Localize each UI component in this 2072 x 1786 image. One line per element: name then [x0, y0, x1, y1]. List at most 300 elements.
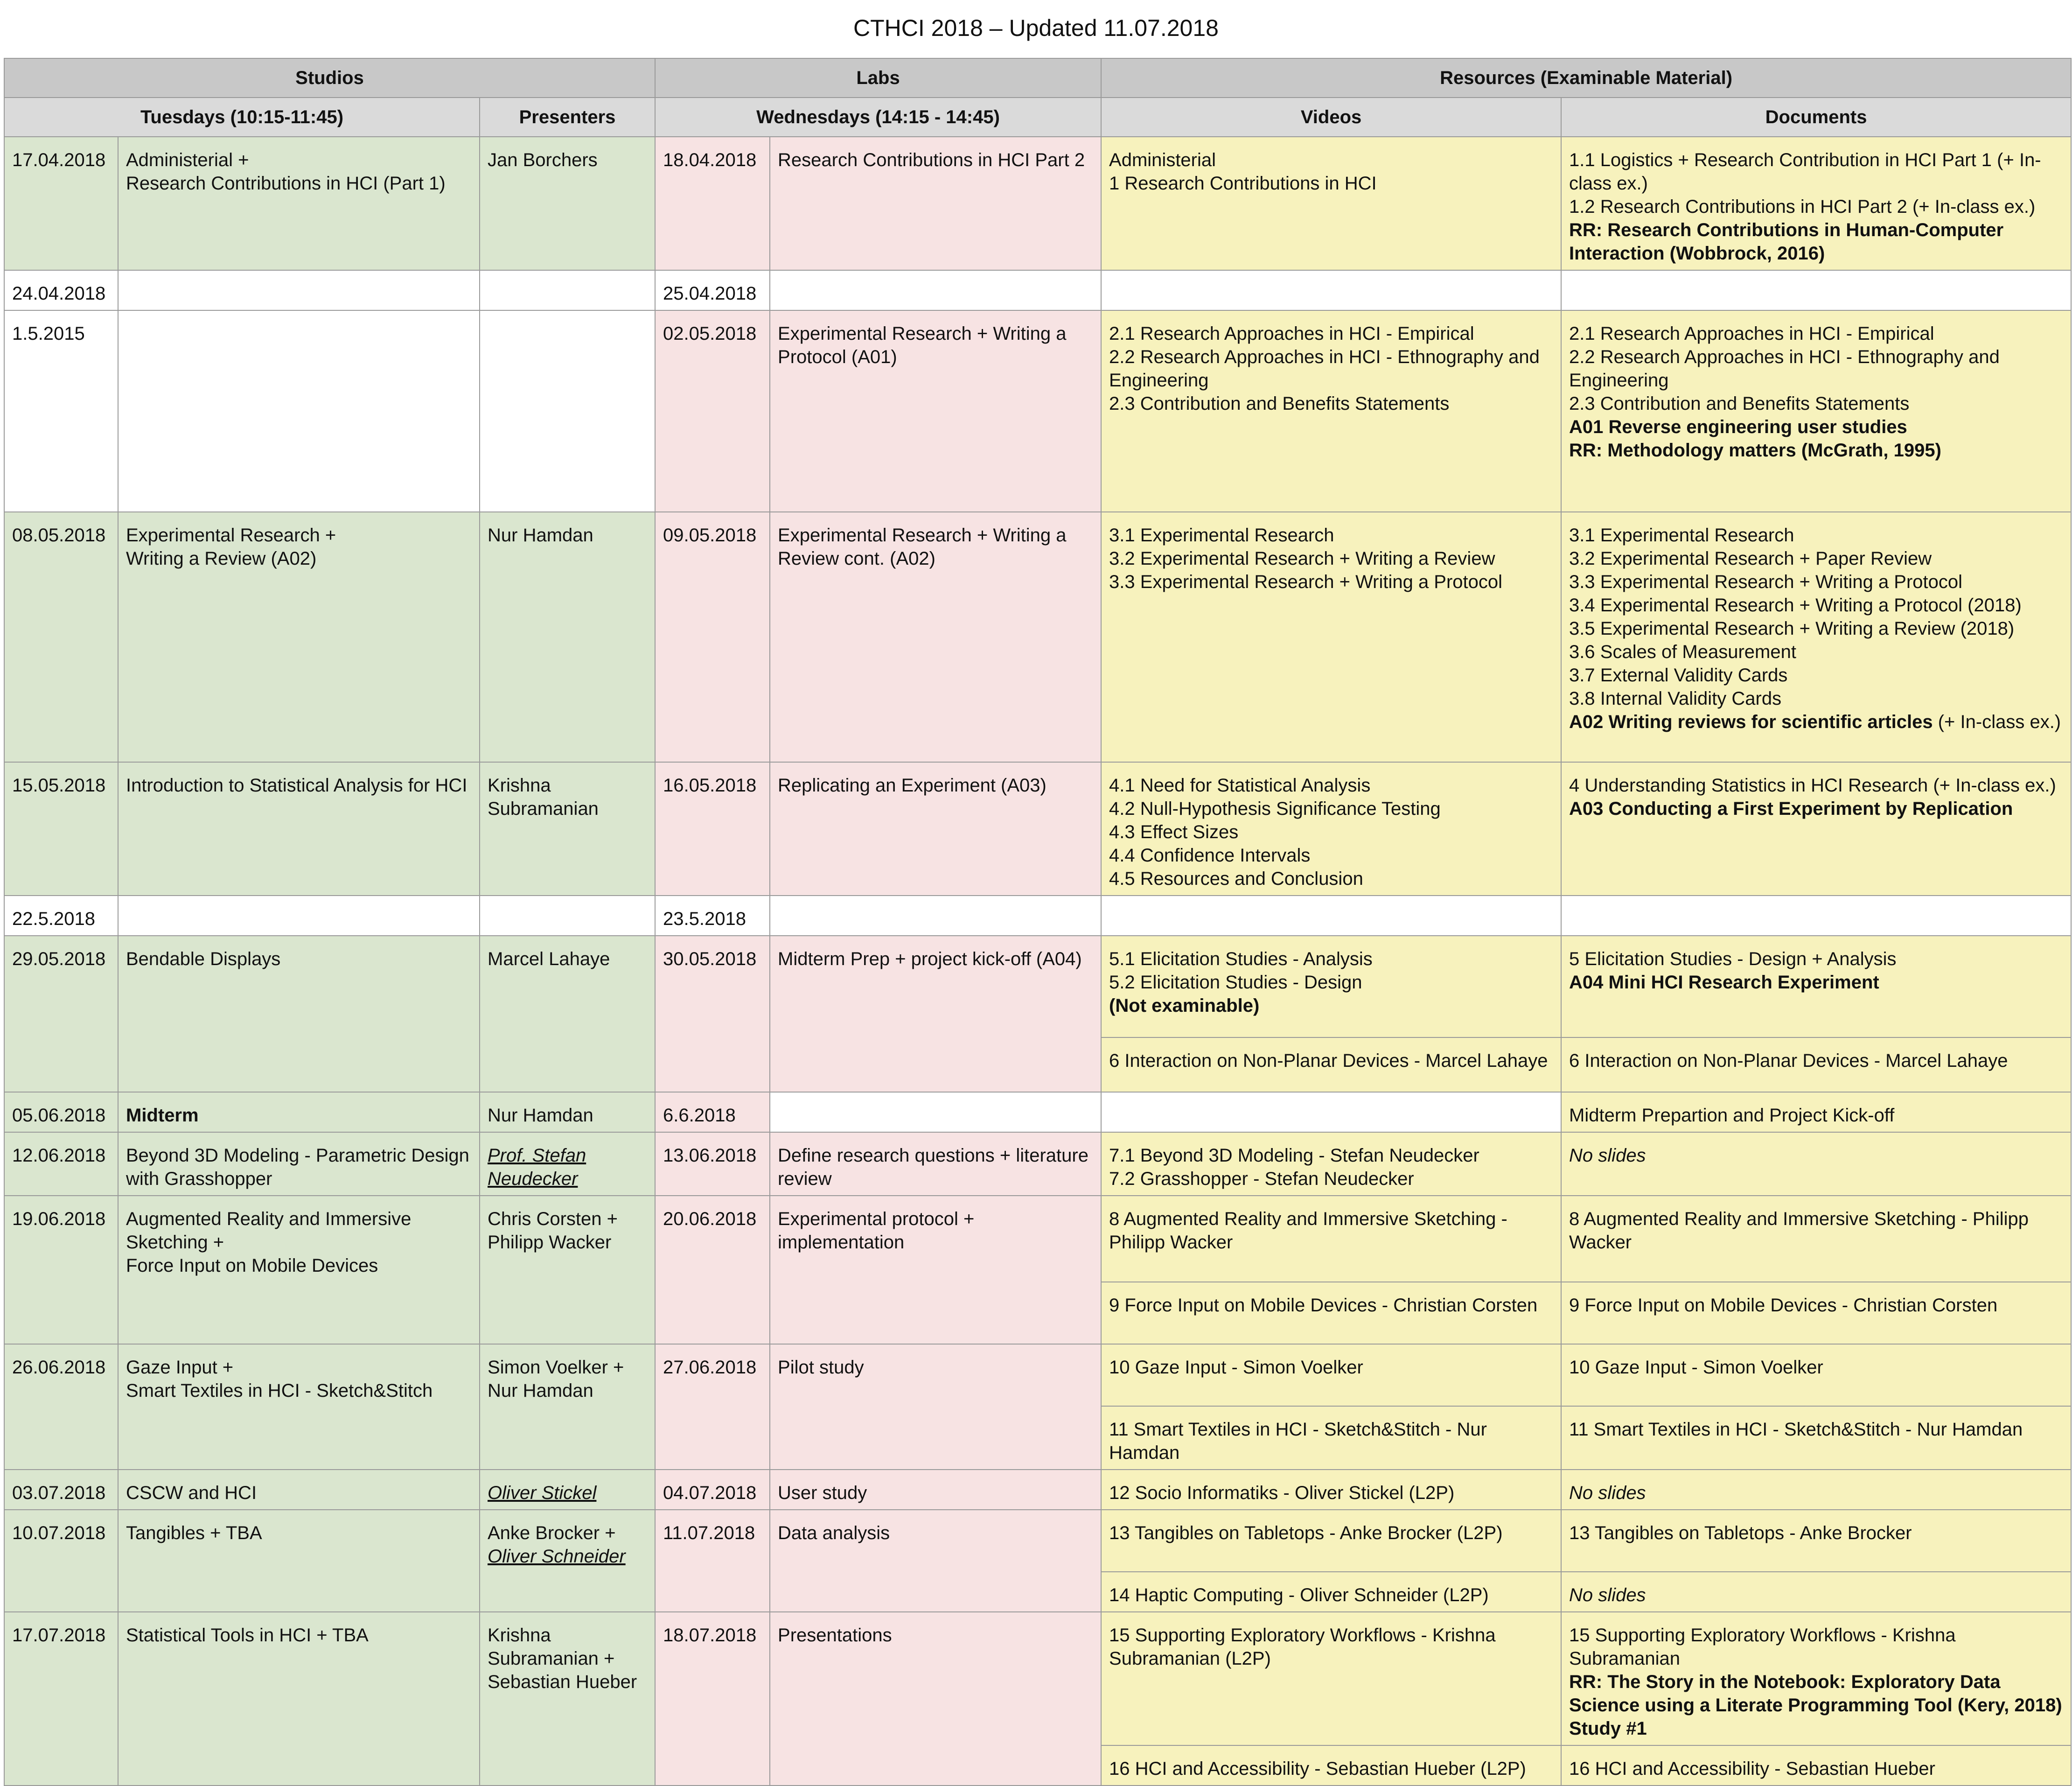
studio-topic-text: Writing a Review (A02) — [126, 548, 317, 569]
video-item-text: 15 Supporting Exploratory Workflows - Krishna Subramanian (L2P) — [1109, 1625, 1496, 1669]
studio-topic-text: Introduction to Statistical Analysis for HCI — [126, 775, 467, 796]
document-item-line — [1569, 1757, 2063, 1780]
video-item-text: 13 Tangibles on Tabletops - Anke Brocker (L2P) — [1109, 1523, 1503, 1543]
studio-topic — [118, 1092, 480, 1132]
lab-topic-line — [778, 1481, 1093, 1505]
table-row — [4, 310, 2071, 512]
table-row — [4, 1196, 2071, 1282]
table-row — [4, 137, 2071, 270]
document-item-text: 10 Gaze Input - Simon Voelker — [1569, 1357, 1823, 1378]
studio-topic-line — [126, 1521, 472, 1545]
tuesday-date: 17.04.2018 — [4, 137, 118, 270]
tuesday-date: 05.06.2018 — [4, 1092, 118, 1132]
video-item-line — [1109, 1207, 1553, 1254]
wednesday-date: 20.06.2018 — [655, 1196, 770, 1344]
lab-topic-line — [778, 1356, 1093, 1379]
table-row — [4, 762, 2071, 896]
studio-topic — [118, 270, 480, 310]
video-item-text: 4.2 Null-Hypothesis Significance Testing — [1109, 798, 1441, 819]
studio-topic-text: Gaze Input + — [126, 1357, 234, 1378]
document-item-line — [1569, 1583, 2063, 1607]
documents-cell — [1561, 270, 2071, 310]
video-item-line — [1109, 345, 1553, 392]
video-item-text: 14 Haptic Computing - Oliver Schneider (L2P) — [1109, 1585, 1489, 1605]
tuesday-date: 22.5.2018 — [4, 896, 118, 936]
video-item-line — [1109, 994, 1553, 1017]
videos-cell — [1101, 512, 1561, 762]
document-item-line — [1569, 415, 2063, 439]
videos-cell — [1101, 1282, 1561, 1344]
lab-topic-line — [778, 1521, 1093, 1545]
document-item-text: RR: The Story in the Notebook: Exploratory Data Science using a Literate Programming Tool (Kery, 2018) Study #1 — [1569, 1672, 2062, 1739]
lab-topic — [770, 1092, 1101, 1132]
presenter — [480, 137, 655, 270]
studio-topic — [118, 1196, 480, 1344]
document-item-text: 3.2 Experimental Research + Paper Review — [1569, 548, 1932, 569]
documents-cell — [1561, 1196, 2071, 1282]
presenter-line — [488, 1545, 647, 1568]
presenter-line — [488, 1624, 647, 1694]
tuesday-date: 26.06.2018 — [4, 1344, 118, 1470]
videos-cell — [1101, 1344, 1561, 1406]
studio-topic-line — [126, 1481, 472, 1505]
wednesday-date: 30.05.2018 — [655, 936, 770, 1092]
video-item-text: 4.5 Resources and Conclusion — [1109, 868, 1363, 889]
presenter-text: Oliver Stickel — [488, 1483, 597, 1503]
video-item-text: 2.2 Research Approaches in HCI - Ethnography and Engineering — [1109, 347, 1540, 391]
table-body — [4, 137, 2071, 1786]
document-item-text: 2.2 Research Approaches in HCI - Ethnography and Engineering — [1569, 347, 2000, 391]
video-item-line — [1109, 322, 1553, 345]
video-item-text: 4.4 Confidence Intervals — [1109, 845, 1311, 866]
presenter — [480, 1092, 655, 1132]
studio-topic-text: Research Contributions in HCI (Part 1) — [126, 173, 446, 194]
document-item-line — [1569, 1670, 2063, 1740]
studio-topic — [118, 512, 480, 762]
video-item-line — [1109, 570, 1553, 594]
document-item-text: 3.1 Experimental Research — [1569, 525, 1794, 546]
schedule-table — [4, 58, 2072, 1786]
presenter-line — [488, 947, 647, 971]
presenter-text: Nur Hamdan — [488, 1105, 593, 1126]
studio-topic-line — [126, 1254, 472, 1277]
presenter — [480, 762, 655, 896]
video-item-line — [1109, 547, 1553, 570]
document-item-line — [1569, 148, 2063, 195]
document-item-line — [1569, 570, 2063, 594]
document-item-text: 1.1 Logistics + Research Contribution in HCI Part 1 (+ In-class ex.) — [1569, 150, 2041, 194]
video-item-line — [1109, 1418, 1553, 1464]
presenter-line — [488, 1356, 647, 1402]
studio-topic-text: Beyond 3D Modeling - Parametric Design with Grasshopper — [126, 1145, 469, 1189]
video-item-line — [1109, 1167, 1553, 1191]
studio-topic — [118, 762, 480, 896]
lab-topic-text: Midterm Prep + project kick-off (A04) — [778, 949, 1082, 969]
studio-topic-text: CSCW and HCI — [126, 1483, 257, 1503]
video-item-line — [1109, 1294, 1553, 1317]
presenter-line — [488, 1521, 647, 1545]
document-item-line — [1569, 439, 2063, 462]
presenter-text: Krishna Subramanian + Sebastian Hueber — [488, 1625, 637, 1692]
studio-topic-line — [126, 1144, 472, 1191]
table-row — [4, 1344, 2071, 1406]
document-item-line — [1569, 345, 2063, 392]
document-item-line — [1569, 1624, 2063, 1670]
document-item-text: A02 Writing reviews for scientific articles — [1569, 712, 1933, 732]
video-item-line — [1109, 1624, 1553, 1670]
video-item-line — [1109, 148, 1553, 172]
document-item-text: RR: Research Contributions in Human-Computer Interaction (Wobbrock, 2016) — [1569, 220, 2004, 264]
table-row — [4, 936, 2071, 1037]
videos-cell — [1101, 936, 1561, 1037]
presenter-text: Anke Brocker + — [488, 1523, 616, 1543]
videos-cell — [1101, 270, 1561, 310]
document-item-line — [1569, 1207, 2063, 1254]
presenter-text: Marcel Lahaye — [488, 949, 610, 969]
tuesday-date: 17.07.2018 — [4, 1612, 118, 1786]
document-item-text: 3.4 Experimental Research + Writing a Protocol (2018) — [1569, 595, 2022, 616]
studio-topic — [118, 137, 480, 270]
header-documents: Documents — [1561, 98, 2071, 137]
video-item-line — [1109, 971, 1553, 994]
videos-cell — [1101, 1037, 1561, 1092]
document-item-text: 13 Tangibles on Tabletops - Anke Brocker — [1569, 1523, 1912, 1543]
presenter-text: Simon Voelker + Nur Hamdan — [488, 1357, 624, 1401]
studio-topic-text: Experimental Research + — [126, 525, 336, 546]
header-videos: Videos — [1101, 98, 1561, 137]
studio-topic-text: Midterm — [126, 1105, 199, 1126]
presenter — [480, 270, 655, 310]
lab-topic-line — [778, 524, 1093, 570]
table-header — [4, 58, 2071, 137]
document-item-line — [1569, 947, 2063, 971]
presenter-line — [488, 1207, 647, 1254]
presenter-text: Oliver Schneider — [488, 1546, 626, 1567]
header-wednesdays: Wednesdays (14:15 - 14:45) — [655, 98, 1101, 137]
videos-cell — [1101, 1510, 1561, 1572]
videos-cell — [1101, 137, 1561, 270]
document-item-text: No slides — [1569, 1585, 1646, 1605]
videos-cell — [1101, 1745, 1561, 1786]
presenter — [480, 512, 655, 762]
video-item-text: 8 Augmented Reality and Immersive Sketching - Philipp Wacker — [1109, 1209, 1507, 1253]
wednesday-date: 04.07.2018 — [655, 1470, 770, 1510]
studio-topic-line — [126, 1379, 472, 1402]
video-item-line — [1109, 172, 1553, 195]
tuesday-date: 19.06.2018 — [4, 1196, 118, 1344]
video-item-text: 9 Force Input on Mobile Devices - Christian Corsten — [1109, 1295, 1538, 1316]
studio-topic-line — [126, 148, 472, 172]
presenter-line — [488, 1481, 647, 1505]
documents-cell — [1561, 1092, 2071, 1132]
lab-topic-text: Experimental Research + Writing a Review cont. (A02) — [778, 525, 1067, 569]
tuesday-date: 08.05.2018 — [4, 512, 118, 762]
document-item-line — [1569, 1294, 2063, 1317]
studio-topic-line — [126, 172, 472, 195]
lab-topic — [770, 512, 1101, 762]
documents-cell — [1561, 936, 2071, 1037]
wednesday-date: 13.06.2018 — [655, 1132, 770, 1196]
document-item-text: 8 Augmented Reality and Immersive Sketching - Philipp Wacker — [1569, 1209, 2029, 1253]
lab-topic — [770, 762, 1101, 896]
video-item-text: 3.1 Experimental Research — [1109, 525, 1334, 546]
studio-topic — [118, 1470, 480, 1510]
lab-topic — [770, 137, 1101, 270]
video-item-line — [1109, 1049, 1553, 1072]
tuesday-date: 1.5.2015 — [4, 310, 118, 512]
presenter-text: Chris Corsten + Philipp Wacker — [488, 1209, 618, 1253]
table-row — [4, 270, 2071, 310]
lab-topic-text: Data analysis — [778, 1523, 890, 1543]
wednesday-date: 11.07.2018 — [655, 1510, 770, 1612]
studio-topic — [118, 1132, 480, 1196]
document-item-line — [1569, 640, 2063, 664]
studio-topic-text: Smart Textiles in HCI - Sketch&Stitch — [126, 1380, 433, 1401]
document-item-text: 16 HCI and Accessibility - Sebastian Hueber — [1569, 1758, 1935, 1779]
studio-topic — [118, 1612, 480, 1786]
document-item-line — [1569, 1481, 2063, 1505]
documents-cell — [1561, 1572, 2071, 1612]
video-item-line — [1109, 1583, 1553, 1607]
lab-topic — [770, 896, 1101, 936]
wednesday-date: 23.5.2018 — [655, 896, 770, 936]
document-item-line — [1569, 1144, 2063, 1167]
documents-cell — [1561, 762, 2071, 896]
table-row — [4, 1470, 2071, 1510]
document-item-text: Midterm Prepartion and Project Kick-off — [1569, 1105, 1895, 1126]
studio-topic-line — [126, 524, 472, 547]
document-item-line — [1569, 797, 2063, 820]
table-row — [4, 896, 2071, 936]
header-presenters: Presenters — [480, 98, 655, 137]
lab-topic — [770, 1612, 1101, 1786]
studio-topic-text: Force Input on Mobile Devices — [126, 1255, 378, 1276]
video-item-text: 5.2 Elicitation Studies - Design — [1109, 972, 1362, 993]
document-item-text: No slides — [1569, 1483, 1646, 1503]
wednesday-date: 18.04.2018 — [655, 137, 770, 270]
video-item-text: 10 Gaze Input - Simon Voelker — [1109, 1357, 1363, 1378]
document-item-line — [1569, 392, 2063, 415]
video-item-text: 7.1 Beyond 3D Modeling - Stefan Neudecker — [1109, 1145, 1479, 1166]
presenter-line — [488, 1144, 647, 1191]
document-item-line — [1569, 617, 2063, 640]
header-studios: Studios — [4, 58, 655, 98]
lab-topic-line — [778, 148, 1093, 172]
studio-topic — [118, 310, 480, 512]
video-item-text: 2.3 Contribution and Benefits Statements — [1109, 393, 1450, 414]
lab-topic-line — [778, 1207, 1093, 1254]
video-item-line — [1109, 867, 1553, 890]
wednesday-date: 27.06.2018 — [655, 1344, 770, 1470]
video-item-text: 12 Socio Informatiks - Oliver Stickel (L2P) — [1109, 1483, 1455, 1503]
lab-topic — [770, 270, 1101, 310]
documents-cell — [1561, 310, 2071, 512]
header-resources: Resources (Examinable Material) — [1101, 58, 2071, 98]
video-item-line — [1109, 392, 1553, 415]
video-item-line — [1109, 820, 1553, 844]
documents-cell — [1561, 1470, 2071, 1510]
lab-topic — [770, 1344, 1101, 1470]
presenter — [480, 1612, 655, 1786]
videos-cell — [1101, 1572, 1561, 1612]
lab-topic — [770, 1510, 1101, 1612]
header-tuesdays: Tuesdays (10:15-11:45) — [4, 98, 480, 137]
wednesday-date: 02.05.2018 — [655, 310, 770, 512]
videos-cell — [1101, 896, 1561, 936]
tuesday-date: 15.05.2018 — [4, 762, 118, 896]
video-item-text: 16 HCI and Accessibility - Sebastian Hueber (L2P) — [1109, 1758, 1526, 1779]
wednesday-date: 18.07.2018 — [655, 1612, 770, 1786]
studio-topic-line — [126, 1356, 472, 1379]
document-item-text: 3.5 Experimental Research + Writing a Review (2018) — [1569, 618, 2015, 639]
document-item-text: 3.6 Scales of Measurement — [1569, 642, 1796, 662]
document-item-line — [1569, 664, 2063, 687]
presenter — [480, 1344, 655, 1470]
studio-topic-line — [126, 1207, 472, 1254]
lab-topic — [770, 936, 1101, 1092]
document-item-line — [1569, 547, 2063, 570]
presenter-text: Jan Borchers — [488, 150, 598, 170]
video-item-text: 3.2 Experimental Research + Writing a Review — [1109, 548, 1495, 569]
video-item-line — [1109, 797, 1553, 820]
lab-topic-line — [778, 322, 1093, 369]
presenter — [480, 1470, 655, 1510]
studio-topic-line — [126, 947, 472, 971]
document-item-text: 9 Force Input on Mobile Devices - Christian Corsten — [1569, 1295, 1998, 1316]
lab-topic-line — [778, 774, 1093, 797]
presenter-text: Krishna Subramanian — [488, 775, 599, 819]
video-item-line — [1109, 844, 1553, 867]
studio-topic-line — [126, 1104, 472, 1127]
studio-topic-text: Augmented Reality and Immersive Sketching + — [126, 1209, 412, 1253]
videos-cell — [1101, 1092, 1561, 1132]
videos-cell — [1101, 762, 1561, 896]
document-item-line — [1569, 1521, 2063, 1545]
presenter — [480, 936, 655, 1092]
documents-cell — [1561, 1037, 2071, 1092]
video-item-text: 11 Smart Textiles in HCI - Sketch&Stitch - Nur Hamdan — [1109, 1419, 1487, 1463]
documents-cell — [1561, 137, 2071, 270]
video-item-line — [1109, 774, 1553, 797]
studio-topic — [118, 1510, 480, 1612]
video-item-text: 4.3 Effect Sizes — [1109, 822, 1239, 842]
wednesday-date: 6.6.2018 — [655, 1092, 770, 1132]
document-item-line — [1569, 971, 2063, 994]
wednesday-date: 25.04.2018 — [655, 270, 770, 310]
document-item-line — [1569, 1356, 2063, 1379]
studio-topic — [118, 896, 480, 936]
studio-topic-line — [126, 774, 472, 797]
tuesday-date: 10.07.2018 — [4, 1510, 118, 1612]
lab-topic-text: Research Contributions in HCI Part 2 — [778, 150, 1085, 170]
video-item-text: 2.1 Research Approaches in HCI - Empirical — [1109, 323, 1474, 344]
lab-topic-line — [778, 947, 1093, 971]
video-item-line — [1109, 1481, 1553, 1505]
studio-topic-text: Tangibles + TBA — [126, 1523, 262, 1543]
header-labs: Labs — [655, 58, 1101, 98]
lab-topic-text: Experimental protocol + implementation — [778, 1209, 975, 1253]
lab-topic-text: Replicating an Experiment (A03) — [778, 775, 1046, 796]
presenter — [480, 310, 655, 512]
lab-topic-text: Presentations — [778, 1625, 892, 1646]
videos-cell — [1101, 1612, 1561, 1745]
studio-topic-line — [126, 547, 472, 570]
page-title: CTHCI 2018 – Updated 11.07.2018 — [853, 15, 1219, 41]
table-row — [4, 1132, 2071, 1196]
video-item-line — [1109, 1356, 1553, 1379]
presenter-line — [488, 774, 647, 820]
table-row — [4, 512, 2071, 762]
document-item-text: 2.1 Research Approaches in HCI - Empirical — [1569, 323, 1934, 344]
lab-topic-text: User study — [778, 1483, 867, 1503]
studio-topic — [118, 1344, 480, 1470]
video-item-text: 3.3 Experimental Research + Writing a Protocol — [1109, 572, 1503, 592]
wednesday-date: 09.05.2018 — [655, 512, 770, 762]
document-item-text: 4 Understanding Statistics in HCI Research (+ In-class ex.) — [1569, 775, 2056, 796]
lab-topic — [770, 310, 1101, 512]
document-item-text: No slides — [1569, 1145, 1646, 1166]
document-item-text: 5 Elicitation Studies - Design + Analysis — [1569, 949, 1897, 969]
video-item-text: 7.2 Grasshopper - Stefan Neudecker — [1109, 1169, 1414, 1189]
documents-cell — [1561, 1132, 2071, 1196]
wednesday-date: 16.05.2018 — [655, 762, 770, 896]
document-item-text: 3.8 Internal Validity Cards — [1569, 688, 1782, 709]
video-item-text: 4.1 Need for Statistical Analysis — [1109, 775, 1371, 796]
document-item-line — [1569, 1418, 2063, 1441]
document-item-text: 2.3 Contribution and Benefits Statements — [1569, 393, 1910, 414]
lab-topic-line — [778, 1624, 1093, 1647]
document-item-text: 11 Smart Textiles in HCI - Sketch&Stitch - Nur Hamdan — [1569, 1419, 2023, 1440]
video-item-line — [1109, 1757, 1553, 1780]
presenter-text: Nur Hamdan — [488, 525, 593, 546]
table-row — [4, 1092, 2071, 1132]
document-item-text: A04 Mini HCI Research Experiment — [1569, 972, 1879, 993]
documents-cell — [1561, 1612, 2071, 1745]
lab-topic-line — [778, 1144, 1093, 1191]
document-item-text: A03 Conducting a First Experiment by Replication — [1569, 798, 2013, 819]
video-item-text: 5.1 Elicitation Studies - Analysis — [1109, 949, 1373, 969]
videos-cell — [1101, 310, 1561, 512]
document-item-text: 3.7 External Validity Cards — [1569, 665, 1788, 686]
videos-cell — [1101, 1196, 1561, 1282]
video-item-line — [1109, 1521, 1553, 1545]
videos-cell — [1101, 1406, 1561, 1470]
tuesday-date: 24.04.2018 — [4, 270, 118, 310]
document-item-line — [1569, 1104, 2063, 1127]
studio-topic-line — [126, 1624, 472, 1647]
lab-topic — [770, 1470, 1101, 1510]
video-item-text: 6 Interaction on Non-Planar Devices - Marcel Lahaye — [1109, 1051, 1548, 1071]
document-item-line — [1569, 687, 2063, 710]
lab-topic — [770, 1132, 1101, 1196]
presenter-line — [488, 1104, 647, 1127]
documents-cell — [1561, 1745, 2071, 1786]
studio-topic — [118, 936, 480, 1092]
document-item-text: RR: Methodology matters (McGrath, 1995) — [1569, 440, 1941, 461]
document-item-text: 15 Supporting Exploratory Workflows - Krishna Subramanian — [1569, 1625, 1956, 1669]
presenter-line — [488, 148, 647, 172]
document-item-suffix: (+ In-class ex.) — [1932, 712, 2061, 732]
table-row — [4, 1612, 2071, 1745]
document-item-text: A01 Reverse engineering user studies — [1569, 417, 1907, 437]
presenter — [480, 1196, 655, 1344]
tuesday-date: 12.06.2018 — [4, 1132, 118, 1196]
document-item-line — [1569, 218, 2063, 265]
presenter-line — [488, 524, 647, 547]
presenter-text: Prof. Stefan Neudecker — [488, 1145, 586, 1189]
video-item-text: Administerial — [1109, 150, 1216, 170]
document-item-line — [1569, 195, 2063, 218]
